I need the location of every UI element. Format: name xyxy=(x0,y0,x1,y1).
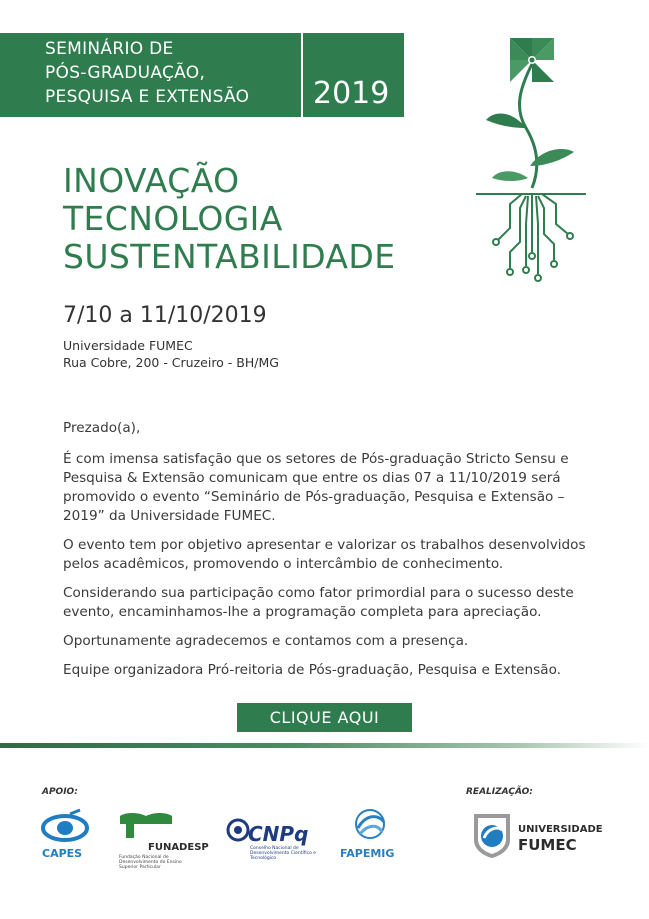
themes-heading xyxy=(63,162,395,276)
letter-paragraph: É com imensa satisfação que os setores de Pós-graduação Stricto Sensu e Pesquisa & Extensão comunicam que entre os dias 07 a 11/10/2019 será promovido o evento “Seminário de Pós-graduação, Pesquisa e Extensão – 2019” da Universidade FUMEC. xyxy=(63,451,569,524)
theme-sustainability: SUSTENTABILIDADE xyxy=(63,237,396,276)
funadesp-subtitle: Fundação Nacional de Desenvolvimento do Ensino Superior Particular xyxy=(119,855,182,870)
footer-divider xyxy=(0,743,649,748)
letter-signature: Equipe organizadora Pró-reitoria de Pós-graduação, Pesquisa e Extensão. xyxy=(63,662,561,678)
invitation-letter xyxy=(63,419,603,690)
event-venue xyxy=(63,337,279,371)
event-banner xyxy=(0,33,404,117)
banner-year: 2019 xyxy=(313,76,390,111)
capes-logo-icon xyxy=(40,808,90,846)
apoio-label: APOIO: xyxy=(42,787,78,797)
fapemig-logo-icon xyxy=(352,806,388,846)
funadesp-logo-icon xyxy=(116,810,176,842)
theme-innovation: INOVAÇÃO xyxy=(63,161,240,200)
event-dates: 7/10 a 11/10/2019 xyxy=(63,303,267,328)
pinwheel-plant-icon xyxy=(470,28,590,288)
banner-line-1: SEMINÁRIO DE xyxy=(45,39,174,59)
letter-paragraph: Oportunamente agradecemos e contamos com a presença. xyxy=(63,633,469,649)
letter-paragraph: Considerando sua participação como fator primordial para o sucesso deste evento, encaminhamos-lhe a programação completa para apreciação. xyxy=(63,585,574,620)
cnpq-label: CNPq xyxy=(248,822,309,846)
venue-address: Rua Cobre, 200 - Cruzeiro - BH/MG xyxy=(63,355,279,370)
banner-title xyxy=(45,37,249,109)
theme-technology: TECNOLOGIA xyxy=(63,199,283,238)
letter-paragraph: O evento tem por objetivo apresentar e valorizar os trabalhos desenvolvidos pelos acadêmicos, promovendo o intercâmbio de conhecimento. xyxy=(63,537,586,572)
cnpq-subtitle: Conselho Nacional de Desenvolvimento Científico e Tecnológico xyxy=(250,846,317,861)
banner-line-3: PESQUISA E EXTENSÃO xyxy=(45,87,250,107)
cnpq-logo-icon xyxy=(226,818,250,842)
fapemig-label: FAPEMIG xyxy=(340,847,395,860)
letter-greeting: Prezado(a), xyxy=(63,420,141,436)
fumec-label-line2: FUMEC xyxy=(518,836,577,854)
banner-divider xyxy=(301,33,303,117)
venue-name: Universidade FUMEC xyxy=(63,338,193,353)
funadesp-label: FUNADESP xyxy=(148,842,209,853)
click-here-button[interactable]: CLIQUE AQUI xyxy=(237,703,412,732)
banner-line-2: PÓS-GRADUAÇÃO, xyxy=(45,63,206,83)
fumec-label-line1: UNIVERSIDADE xyxy=(518,824,603,835)
capes-label: CAPES xyxy=(42,847,83,860)
realizacao-label: REALIZAÇÃO: xyxy=(466,787,533,797)
fumec-logo-icon xyxy=(470,808,514,860)
